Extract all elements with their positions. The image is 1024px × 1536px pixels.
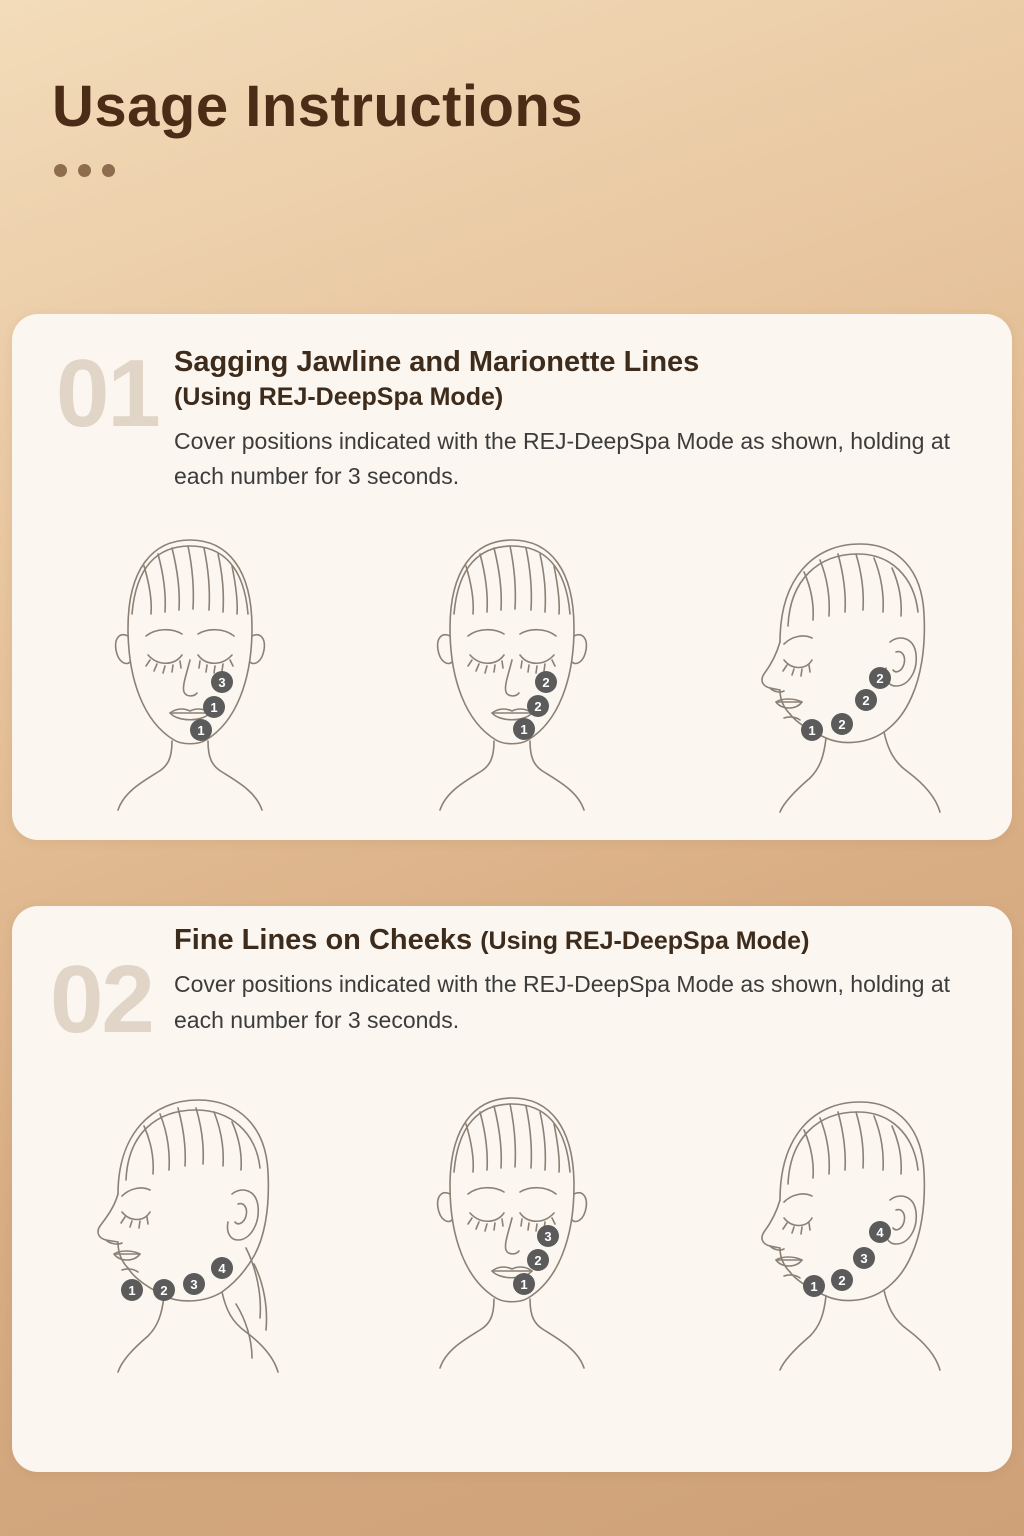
svg-text:2: 2 <box>542 675 550 690</box>
card-02-title-row <box>174 924 972 957</box>
svg-text:3: 3 <box>860 1251 868 1266</box>
instruction-card-02 <box>12 906 1012 1472</box>
card-02-body <box>174 924 972 1039</box>
marker-group <box>190 671 233 741</box>
svg-text:3: 3 <box>190 1277 198 1292</box>
card-02-figures <box>12 1068 1012 1378</box>
card-01-title: Sagging Jawline and Marionette Lines <box>174 346 700 378</box>
card-02-mode-note: (Using REJ-DeepSpa Mode) <box>480 927 810 955</box>
step-number-01: 01 <box>56 340 159 447</box>
figure-profile-left <box>40 1068 340 1378</box>
card-01-description: Cover positions indicated with the REJ-DeepSpa Mode as shown, holding at each number for 3 seconds. <box>174 427 951 490</box>
svg-text:1: 1 <box>210 700 218 715</box>
card-01-mode-note: (Using REJ-DeepSpa Mode) <box>174 383 504 412</box>
figure-profile-far-right <box>684 1068 984 1378</box>
figure-front-left <box>40 510 340 820</box>
svg-text:2: 2 <box>838 1273 846 1288</box>
svg-text:2: 2 <box>838 717 846 732</box>
svg-text:2: 2 <box>862 693 870 708</box>
card-02-description: Cover positions indicated with the REJ-DeepSpa Mode as shown, holding at each number for 3 seconds. <box>174 971 951 1033</box>
svg-text:1: 1 <box>520 722 528 737</box>
marker-group <box>513 1225 559 1295</box>
marker-group <box>801 667 891 741</box>
page-header <box>52 74 584 177</box>
step-number-02: 02 <box>50 946 153 1053</box>
card-01-body <box>174 346 972 495</box>
svg-text:4: 4 <box>218 1261 226 1276</box>
figure-front-center <box>362 1068 662 1378</box>
figure-profile-right <box>684 510 984 820</box>
svg-text:1: 1 <box>197 723 205 738</box>
instruction-card-01 <box>12 314 1012 840</box>
svg-text:3: 3 <box>218 675 226 690</box>
svg-text:1: 1 <box>808 723 816 738</box>
dot-2 <box>78 164 91 177</box>
svg-text:3: 3 <box>544 1229 552 1244</box>
marker-group <box>803 1221 891 1297</box>
dot-3 <box>102 164 115 177</box>
svg-text:2: 2 <box>160 1283 168 1298</box>
svg-text:4: 4 <box>876 1225 884 1240</box>
decorative-dots <box>54 164 583 177</box>
svg-text:2: 2 <box>876 671 884 686</box>
svg-text:1: 1 <box>128 1283 136 1298</box>
marker-group <box>513 671 557 740</box>
dot-1 <box>54 164 67 177</box>
svg-text:2: 2 <box>534 1253 542 1268</box>
card-02-title: Fine Lines on Cheeks <box>174 924 473 956</box>
page-title: Usage Instructions <box>52 74 584 139</box>
svg-text:1: 1 <box>520 1277 528 1292</box>
svg-text:2: 2 <box>534 699 542 714</box>
card-01-figures <box>12 510 1012 820</box>
svg-text:1: 1 <box>810 1279 818 1294</box>
figure-front-right <box>362 510 662 820</box>
